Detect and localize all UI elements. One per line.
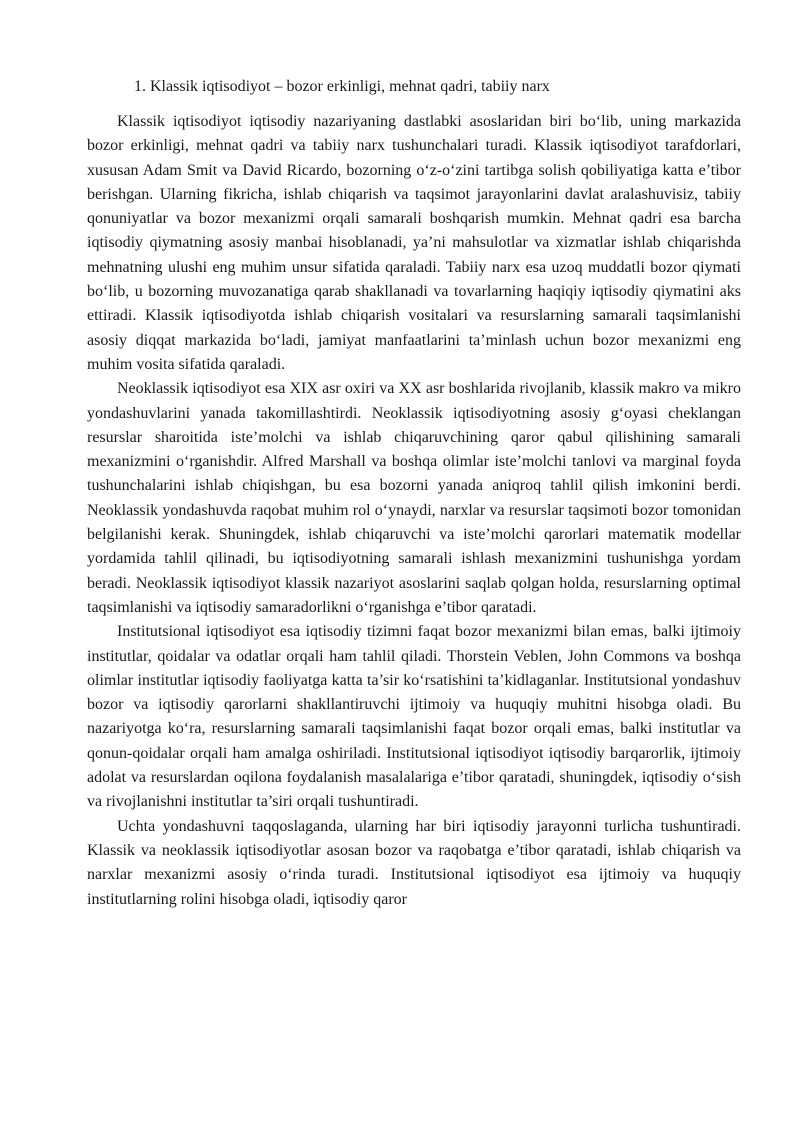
- paragraph-classical: Klassik iqtisodiyot iqtisodiy nazariyaning dastlabki asoslaridan biri bo‘lib, uning markazida bozor erkinligi, mehnat qadri va tabiiy narx tushunchalari turadi. Klassik iqtisodiyot tarafdorlari, xususan Adam Smit va David Ricardo, bozorning o‘z-o‘zini tartibga solish qobiliyatiga katta e’tibor berishgan. Ularning fikricha, ishlab chiqarish va taqsimot jarayonlarini davlat aralashuvisiz, tabiiy qonuniyatlar va bozor mexanizmi orqali samarali boshqarish mumkin. Mehnat qadri esa barcha iqtisodiy qiymatning asosiy manbai hisoblanadi, ya’ni mahsulotlar va xizmatlar ishlab chiqarishda mehnatning ulushi eng muhim unsur sifatida qaraladi. Tabiiy narx esa uzoq muddatli bozor qiymati bo‘lib, u bozorning muvozanatiga qarab shakllanadi va tovarlarning haqiqiy iqtisodiy qiymatini aks ettiradi. Klassik iqtisodiyotda ishlab chiqarish vositalari va resurslarning samarali taqsimlanishi asosiy diqqat markazida bo‘ladi, jamiyat manfaatlarini ta’minlash uchun bozor mexanizmi eng muhim vosita sifatida qaraladi.: [87, 113, 741, 373]
- section-heading: 1. Klassik iqtisodiyot – bozor erkinligi, mehnat qadri, tabiiy narx: [134, 78, 550, 95]
- paragraph-neoclassical: Neoklassik iqtisodiyot esa XIX asr oxiri va XX asr boshlarida rivojlanib, klassik makro va mikro yondashuvlarini yanada takomillashtirdi. Neoklassik iqtisodiyotning asosiy g‘oyasi cheklangan resurslar sharoitida iste’molchi va ishlab chiqaruvchining qaror qabul qilishining samarali mexanizmini o‘rganishdir. Alfred Marshall va boshqa olimlar iste’molchi tanlovi va marginal foyda tushunchalarini ishlab chiqishgan, bu esa bozorni yanada aniqroq tahlil qilish imkonini berdi. Neoklassik yondashuvda raqobat muhim rol o‘ynaydi, narxlar va resurslar taqsimoti bozor tomonidan belgilanishi kerak. Shuningdek, ishlab chiqaruvchi va iste’molchi qarorlari matematik modellar yordamida tahlil qilinadi, bu iqtisodiyotning samarali ishlash mexanizmini tushunishga yordam beradi. Neoklassik iqtisodiyot klassik nazariyot asoslarini saqlab qolgan holda, resurslarning optimal taqsimlanishi va iqtisodiy samaradorlikni o‘rganishga e’tibor qaratadi.: [87, 380, 741, 616]
- document-page: [87, 74, 741, 912]
- paragraph-institutional: Institutsional iqtisodiyot esa iqtisodiy tizimni faqat bozor mexanizmi bilan emas, balki ijtimoiy institutlar, qoidalar va odatlar orqali ham tahlil qiladi. Thorstein Veblen, John Commons va boshqa olimlar institutlar iqtisodiy faoliyatga katta ta’sir ko‘rsatishini ta’kidlaganlar. Institutsional yondashuv bozor va iqtisodiy qarorlarni shakllantiruvchi ijtimoiy va huquqiy muhitni hisobga oladi. Bu nazariyotga ko‘ra, resurslarning samarali taqsimlanishi faqat bozor orqali emas, balki institutlar va qonun-qoidalar orqali ham amalga oshiriladi. Institutsional iqtisodiyot iqtisodiy barqarorlik, ijtimoiy adolat va resurslardan oqilona foydalanish masalalariga e’tibor qaratadi, shuningdek, iqtisodiy o‘sish va rivojlanishni institutlar ta’siri orqali tushuntiradi.: [87, 623, 741, 811]
- paragraph-comparison: Uchta yondashuvni taqqoslaganda, ularning har biri iqtisodiy jarayonni turlicha tushuntiradi. Klassik va neoklassik iqtisodiyotlar asosan bozor va raqobatga e’tibor qaratadi, ishlab chiqarish va narxlar mexanizmi asosiy o‘rinda turadi. Institutsional iqtisodiyot esa ijtimoiy va huquqiy institutlarning rolini hisobga oladi, iqtisodiy qaror: [87, 817, 741, 908]
